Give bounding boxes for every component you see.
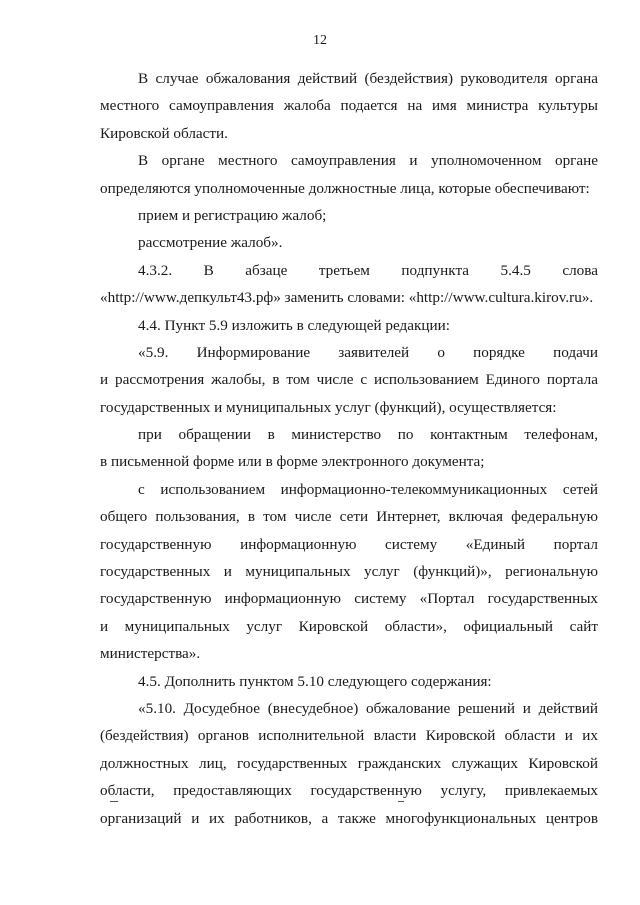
paragraph-line: «5.9. Информирование заявителей о порядке подачи — [138, 343, 598, 361]
paragraph-line: государственную информационную систему «Единый портал — [100, 535, 598, 553]
page-number: 12 — [313, 33, 327, 48]
document-body — [100, 66, 598, 833]
paragraph-line: 4.3.2. В абзаце третьем подпункта 5.4.5 слова — [138, 261, 598, 279]
paragraph-line: 4.4. Пункт 5.9 изложить в следующей редакции: — [138, 316, 451, 334]
paragraph-line: при обращении в министерство по контактным телефонам, — [138, 426, 598, 444]
paragraph-line: Кировской области. — [100, 124, 228, 142]
paragraph-line: и рассмотрения жалобы, в том числе с использованием Единого портала — [100, 371, 598, 389]
paragraph-line: В органе местного самоуправления и уполномоченном органе — [138, 152, 598, 170]
paragraph-line: общего пользования, в том числе сети Интернет, включая федеральную — [100, 508, 598, 526]
paragraph-line: прием и регистрацию жалоб; — [138, 206, 327, 224]
paragraph-line: 4.5. Дополнить пунктом 5.10 следующего содержания: — [138, 672, 492, 690]
paragraph-line: государственную информационную систему «Портал государственных — [100, 590, 598, 608]
scan-mark-left — [110, 801, 118, 802]
paragraph-line: организаций и их работников, а также многофункциональных центров — [100, 809, 598, 827]
paragraph-line: должностных лиц, государственных гражданских служащих Кировской — [100, 754, 598, 772]
paragraph-line: и муниципальных услуг Кировской области», официальный сайт — [100, 617, 598, 635]
paragraph-line: «http://www.депкульт43.рф» заменить словами: «http://www.cultura.kirov.ru». — [100, 289, 594, 307]
paragraph-line: В случае обжалования действий (бездействия) руководителя органа — [138, 70, 598, 87]
paragraph-line: «5.10. Досудебное (внесудебное) обжалование решений и действий — [138, 699, 598, 717]
paragraph-line: в письменной форме или в форме электронного документа; — [100, 453, 485, 471]
paragraph-line: местного самоуправления жалоба подается на имя министра культуры — [100, 97, 598, 115]
paragraph-line: рассмотрение жалоб». — [138, 234, 283, 252]
paragraph-line: министерства». — [100, 645, 201, 663]
scan-mark-right — [398, 801, 404, 802]
paragraph-line: государственных и муниципальных услуг (функций), осуществляется: — [100, 398, 557, 416]
paragraph-line: (бездействия) органов исполнительной власти Кировской области и их — [100, 727, 598, 745]
paragraph-line: области, предоставляющих государственную услугу, привлекаемых — [100, 782, 598, 800]
paragraph-line: государственных и муниципальных услуг (функций)», региональную — [100, 563, 598, 581]
paragraph-line: определяются уполномоченные должностные лица, которые обеспечивают: — [100, 179, 590, 197]
paragraph-line: с использованием информационно-телекоммуникационных сетей — [138, 480, 598, 498]
